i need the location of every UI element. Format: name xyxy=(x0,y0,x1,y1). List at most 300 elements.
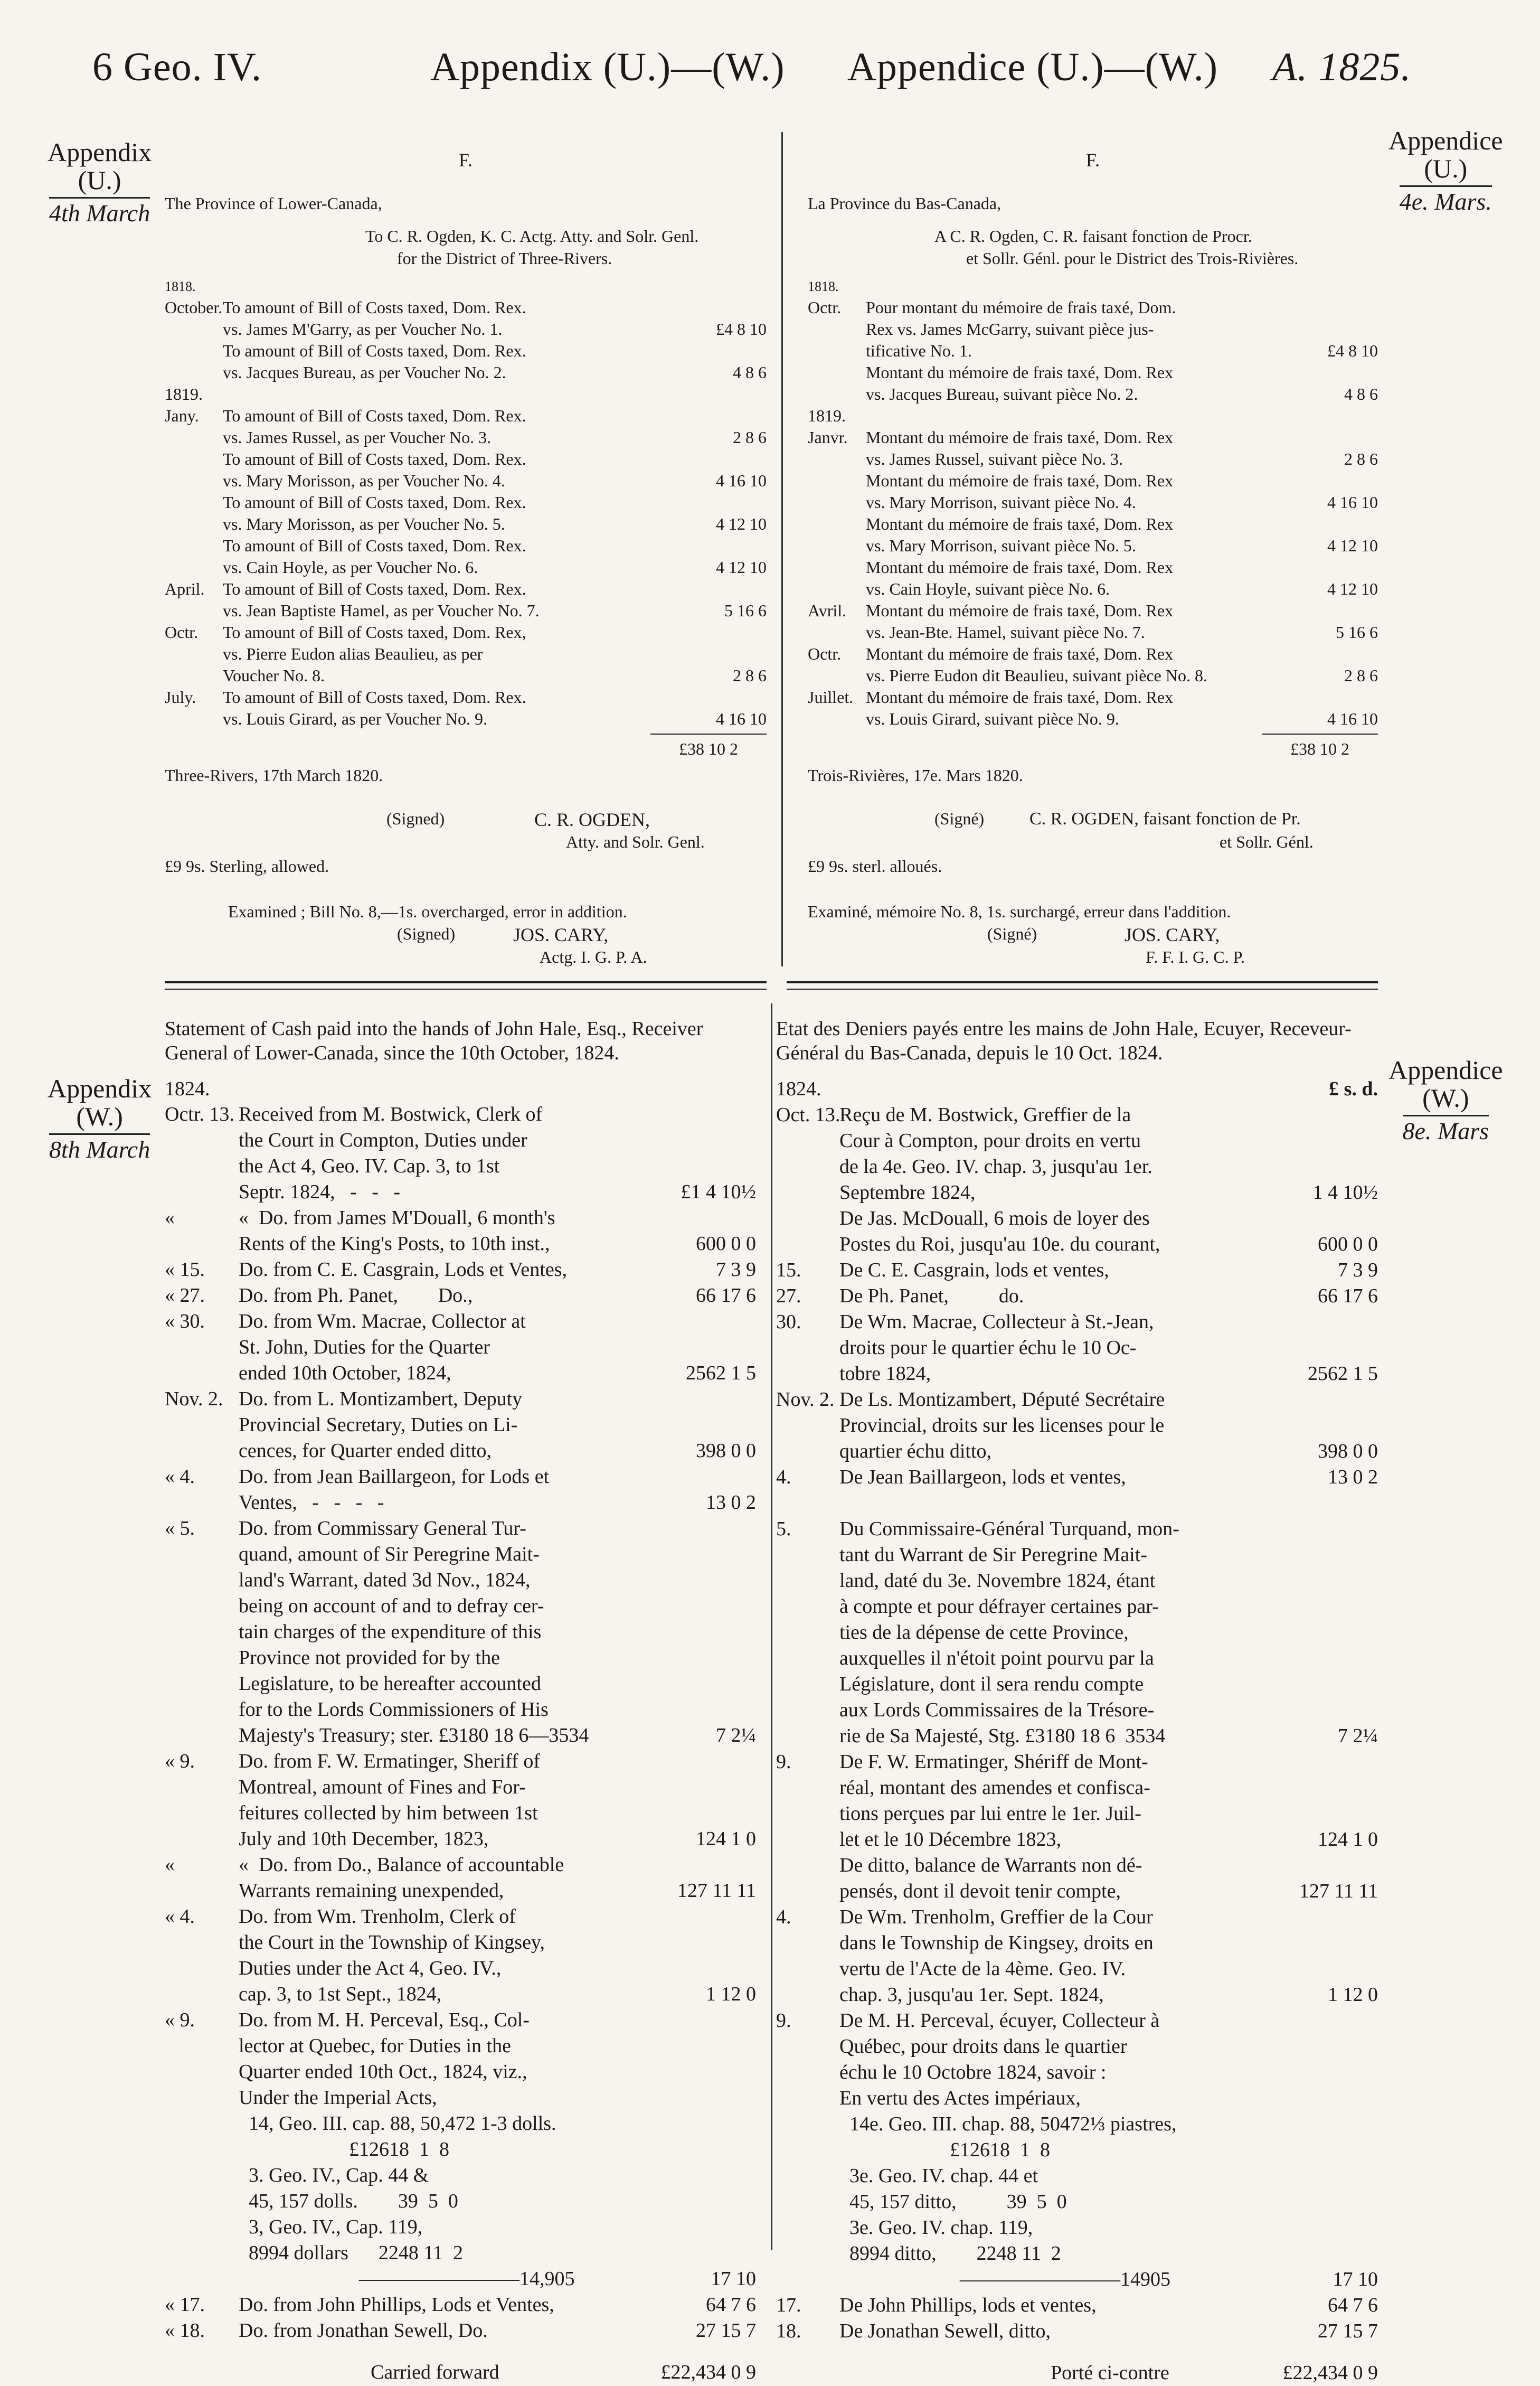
statement-line xyxy=(776,2241,1378,2267)
statement-line xyxy=(776,2215,1378,2241)
bill-line-amount: 2 8 6 xyxy=(1344,665,1378,685)
bill-examined-signed: (Signé) xyxy=(987,924,1037,944)
statement-line xyxy=(165,1542,756,1567)
statement-line-text: rie de Sa Majesté, Stg. £3180 18 6 3534 xyxy=(839,1724,1166,1747)
statement-line xyxy=(165,2240,756,2266)
bill-line-text: vs. James Russel, as per Voucher No. 3. xyxy=(223,427,492,447)
bill-line xyxy=(808,708,1378,729)
statement-line-text: échu le 10 Octobre 1824, savoir : xyxy=(839,2061,1107,2083)
bill-line-text: Montant du mémoire de frais taxé, Dom. Rex xyxy=(866,644,1174,663)
statement-line-text: the Court in Compton, Duties under xyxy=(239,1129,527,1152)
bill-line-amount: 4 12 10 xyxy=(716,514,767,533)
statement-line-text: Septr. 1824, - - - xyxy=(239,1181,401,1204)
statement-line xyxy=(165,1464,756,1490)
bill-line xyxy=(808,405,1378,426)
bill-line-amount: 4 16 10 xyxy=(716,471,767,490)
bill-line xyxy=(165,664,767,686)
statement-line xyxy=(165,2188,756,2214)
bill-line xyxy=(808,469,1378,491)
statement-title: Etat des Deniers payés entre les mains de John Hale, Ecuyer, Receveur-Général du Bas-Canada, depuis le 10 Oct. 1824. xyxy=(776,1018,1352,1065)
margin-label-top-right xyxy=(1388,127,1503,215)
statement-line xyxy=(776,1878,1378,1904)
statement-line xyxy=(776,2267,1378,2293)
statement-line-text: auxquelles il n'étoit point pourvu par la xyxy=(839,1647,1154,1669)
statement-line-text: Majesty's Treasury; ster. £3180 18 6—3534 xyxy=(239,1724,589,1747)
bill-examiner-title: Actg. I. G. P. A. xyxy=(540,947,647,967)
statement-line xyxy=(165,2111,756,2137)
bill-line xyxy=(165,578,767,599)
bill-addressee: A C. R. Ogden, C. R. faisant fonction de Procr. xyxy=(934,226,1252,246)
statement-line xyxy=(165,1619,756,1645)
statement-line-text: Rents of the King's Posts, to 10th inst., xyxy=(239,1233,550,1255)
statement-line-text: aux Lords Commissaires de la Trésore- xyxy=(839,1698,1155,1721)
statement-line-date: Nov. 2. xyxy=(165,1388,223,1411)
statement-line-text: ended 10th October, 1824, xyxy=(239,1362,451,1385)
bill-line xyxy=(808,318,1378,340)
bill-line-text: tificative No. 1. xyxy=(866,341,972,360)
statement-line-text: tant du Warrant de Sir Peregrine Mait- xyxy=(839,1543,1147,1566)
statement-line-text: Québec, pour droits dans le quartier xyxy=(839,2035,1127,2058)
bill-line-amount: £4 8 10 xyxy=(1327,341,1378,360)
statement-line-amount: 17 10 xyxy=(711,2268,756,2290)
statement-line xyxy=(165,1774,756,1800)
bill-line xyxy=(165,556,767,578)
statement-line-text: St. John, Duties for the Quarter xyxy=(239,1336,490,1359)
statement-line-amount: 66 17 6 xyxy=(696,1284,756,1307)
header-reign: 6 Geo. IV. xyxy=(92,45,262,89)
statement-line-text: ties de la dépense de cette Province, xyxy=(839,1621,1129,1643)
statement-line-text: Do. from L. Montizambert, Deputy xyxy=(239,1388,523,1411)
statement-line xyxy=(776,1516,1378,1542)
statement-line xyxy=(165,1697,756,1723)
statement-line-text: 3, Geo. IV., Cap. 119, xyxy=(239,2216,423,2239)
bill-line-amount: 4 16 10 xyxy=(1327,709,1378,728)
margin-date: 4e. Mars. xyxy=(1400,185,1492,214)
bill-examiner-title: F. F. I. G. C. P. xyxy=(1146,947,1245,967)
statement-line-date: 17. xyxy=(776,2294,801,2316)
margin-appendix-letter: (W.) xyxy=(76,1101,123,1131)
statement-line-text: Do. from Ph. Panet, Do., xyxy=(239,1284,473,1307)
statement-line-date: « 4. xyxy=(165,1466,195,1488)
statement-line-text: tions perçues par lui entre le 1er. Juil- xyxy=(839,1802,1141,1825)
statement-line xyxy=(165,2292,756,2318)
bill-line-date: April. xyxy=(165,579,205,598)
bill-line-text: vs. Cain Hoyle, as per Voucher No. 6. xyxy=(223,557,478,577)
statement-line-date: 18. xyxy=(776,2319,801,2342)
statement-line xyxy=(776,1853,1378,1878)
statement-line-text: ————————14,905 xyxy=(239,2268,575,2290)
statement-line-text: pensés, dont il devoit tenir compte, xyxy=(839,1880,1121,1902)
statement-line-text: the Court in the Township of Kingsey, xyxy=(239,1931,545,1954)
carried-forward-label: Carried forward xyxy=(371,2361,499,2384)
bill-line-amount: 4 8 6 xyxy=(1344,384,1378,403)
bill-line-text: vs. Mary Morisson, as per Voucher No. 4. xyxy=(223,471,505,490)
statement-line xyxy=(776,1775,1378,1801)
bill-line xyxy=(808,448,1378,469)
statement-line-date: « xyxy=(165,1207,175,1229)
bill-line-date: Avril. xyxy=(808,600,847,620)
statement-line xyxy=(776,1206,1378,1232)
bill-place-date: Trois-Rivières, 17e. Mars 1820. xyxy=(808,765,1023,785)
statement-line xyxy=(165,1645,756,1671)
statement-line-text: De Wm. Macrae, Collecteur à St.-Jean, xyxy=(839,1310,1154,1333)
statement-line-amount: 7 2¼ xyxy=(1338,1724,1378,1747)
statement-line xyxy=(165,1335,756,1360)
bill-province: La Province du Bas-Canada, xyxy=(808,193,1002,213)
bill-line-text: vs. Jean-Bte. Hamel, suivant pièce No. 7. xyxy=(866,622,1145,642)
statement-line xyxy=(776,1335,1378,1361)
margin-label-top-left xyxy=(48,138,152,227)
carried-forward-label: Porté ci-contre xyxy=(1051,2361,1169,2384)
carried-forward-row xyxy=(776,2360,1378,2386)
statement-line-amount: 66 17 6 xyxy=(1318,1284,1378,1307)
bill-examiner: JOS. CARY, xyxy=(1125,924,1220,946)
bill-line-text: vs. Jacques Bureau, as per Voucher No. 2. xyxy=(223,362,506,382)
statement-line-text: De C. E. Casgrain, lods et ventes, xyxy=(839,1258,1109,1281)
statement-line xyxy=(776,2189,1378,2215)
bill-line xyxy=(165,318,767,340)
statement-line-amount: 124 1 0 xyxy=(1318,1828,1378,1850)
statement-line-text: vertu de l'Acte de la 4ème. Geo. IV. xyxy=(839,1957,1126,1980)
statement-line-text: « Do. from James M'Douall, 6 month's xyxy=(239,1207,555,1229)
statement-line-date: Octr. 13. xyxy=(165,1103,234,1126)
statement-line-amount: 13 0 2 xyxy=(706,1491,756,1514)
statement-line-date: « 27. xyxy=(165,1284,205,1307)
statement-line xyxy=(776,1827,1378,1853)
bill-line-text: Montant du mémoire de frais taxé, Dom. Rex xyxy=(866,557,1174,577)
statement-line-text: De John Phillips, lods et ventes, xyxy=(839,2294,1097,2316)
statement-line-text: Reçu de M. Bostwick, Greffier de la xyxy=(839,1103,1131,1126)
statement-line xyxy=(776,1723,1378,1749)
statement-line-text: Quarter ended 10th Oct., 1824, viz., xyxy=(239,2061,527,2083)
section-rule-left xyxy=(165,981,767,990)
bill-line xyxy=(165,296,767,318)
statement-line xyxy=(165,2266,756,2292)
statement-line-date: 30. xyxy=(776,1310,801,1333)
bill-line xyxy=(165,405,767,426)
bill-line-date: 1819. xyxy=(165,384,203,403)
statement-line-text: Septembre 1824, xyxy=(839,1181,976,1204)
statement-line-text: droits pour le quartier échu le 10 Oc- xyxy=(839,1336,1137,1359)
statement-line-text: ————————14905 xyxy=(839,2268,1170,2290)
bill-line-amount: 4 12 10 xyxy=(716,557,767,577)
statement-line-amount: 27 15 7 xyxy=(696,2319,756,2342)
statement-lines xyxy=(776,1102,1378,2344)
bill-year: 1818. xyxy=(165,279,196,295)
bill-line xyxy=(165,426,767,448)
bill-signer-title: Atty. and Solr. Genl. xyxy=(566,832,705,851)
bill-examined: Examined ; Bill No. 8,—1s. overcharged, error in addition. xyxy=(228,902,627,921)
bill-line xyxy=(808,643,1378,664)
statement-line-text: De Jas. McDouall, 6 mois de loyer des xyxy=(839,1207,1150,1229)
statement-line-amount: 398 0 0 xyxy=(1318,1440,1378,1462)
bill-addressee: To C. R. Ogden, K. C. Actg. Atty. and Solr. Genl. xyxy=(365,226,699,246)
statement-line xyxy=(776,1697,1378,1723)
bill-line-amount: 4 12 10 xyxy=(1327,536,1378,555)
bill-place-date: Three-Rivers, 17th March 1820. xyxy=(165,765,383,785)
statement-line-date: 27. xyxy=(776,1284,801,1307)
statement-line-text: Do. from F. W. Ermatinger, Sheriff of xyxy=(239,1750,540,1773)
statement-line-text: Do. from Wm. Macrae, Collector at xyxy=(239,1310,526,1333)
margin-label-bottom-left xyxy=(48,1075,152,1163)
bill-signed-note: (Signé) xyxy=(934,809,985,828)
statement-line xyxy=(165,1593,756,1619)
statement-line xyxy=(776,1283,1378,1309)
margin-appendix-letter: (U.) xyxy=(78,165,121,195)
statement-line-text: dans le Township de Kingsey, droits en xyxy=(839,1931,1154,1954)
statement-line-text: Legislature, to be hereafter accounted xyxy=(239,1673,541,1695)
statement-line xyxy=(776,2318,1378,2344)
bill-letter: F. xyxy=(1085,149,1100,171)
statement-line-amount: 27 15 7 xyxy=(1318,2319,1378,2342)
bill-line xyxy=(808,491,1378,513)
statement-line-date: « 9. xyxy=(165,1750,195,1773)
bill-signature-block xyxy=(808,807,1378,855)
statement-line-text: tobre 1824, xyxy=(839,1362,931,1385)
margin-label-bottom-right xyxy=(1388,1056,1503,1144)
margin-appendix: Appendix xyxy=(48,137,152,167)
bill-line xyxy=(165,340,767,361)
statement-line-amount: 13 0 2 xyxy=(1328,1466,1378,1488)
statement-line-amount: 127 11 11 xyxy=(677,1880,756,1902)
currency-heading: £ s. d. xyxy=(1329,1077,1378,1100)
statement-line xyxy=(776,1154,1378,1180)
bill-line-text: vs. Louis Girard, suivant pièce No. 9. xyxy=(866,709,1119,728)
statement-line-amount: 124 1 0 xyxy=(696,1828,756,1850)
bill-line-text: vs. Jean Baptiste Hamel, as per Voucher No. 7. xyxy=(223,600,540,620)
statement-line-text: De Ls. Montizambert, Député Secrétaire xyxy=(839,1388,1165,1411)
bill-line xyxy=(165,599,767,621)
bill-line-text: vs. Mary Morrison, suivant pièce No. 5. xyxy=(866,536,1136,555)
statement-line-text: Montreal, amount of Fines and For- xyxy=(239,1776,526,1799)
bill-line-text: Montant du mémoire de frais taxé, Dom. Rex xyxy=(866,687,1174,707)
statement-line-text: Duties under the Act 4, Geo. IV., xyxy=(239,1957,502,1980)
statement-line xyxy=(776,2163,1378,2189)
column-divider-bottom xyxy=(771,1003,772,2250)
margin-appendix: Appendice xyxy=(1388,1055,1503,1085)
statement-line-text: cap. 3, to 1st Sept., 1824, xyxy=(239,1983,442,2006)
bill-signer: C. R. OGDEN, xyxy=(534,809,650,830)
statement-line-text: de la 4e. Geo. IV. chap. 3, jusqu'au 1er. xyxy=(839,1155,1152,1178)
bill-examined-signed: (Signed) xyxy=(397,924,456,944)
bill-line xyxy=(808,664,1378,686)
statement-line xyxy=(776,1542,1378,1568)
margin-appendix: Appendix xyxy=(48,1074,152,1103)
statement-line-text: De F. W. Ermatinger, Shériff de Mont- xyxy=(839,1750,1148,1773)
bill-lines xyxy=(165,296,767,729)
bill-line-amount: 4 16 10 xyxy=(716,709,767,728)
statement-line xyxy=(776,1568,1378,1594)
bill-allowed: £9 9s. sterl. alloués. xyxy=(808,856,942,876)
statement-line xyxy=(165,2137,756,2163)
statement-line-amount: 600 0 0 xyxy=(1318,1233,1378,1255)
statement-line-date: « 15. xyxy=(165,1258,205,1281)
statement-line-text: 3. Geo. IV., Cap. 44 & xyxy=(239,2164,429,2187)
statement-line xyxy=(776,2060,1378,2086)
statement-line-amount: 600 0 0 xyxy=(696,1233,756,1255)
carried-forward-value: £22,434 0 9 xyxy=(660,2361,756,2384)
statement-line xyxy=(165,1981,756,2007)
bill-line-date: Jany. xyxy=(165,406,199,425)
margin-appendix: Appendice xyxy=(1388,126,1503,155)
statement-line-date: « 30. xyxy=(165,1310,205,1333)
statement-line-amount: 2562 1 5 xyxy=(1308,1362,1378,1385)
carried-forward-row xyxy=(165,2360,756,2385)
statement-line xyxy=(776,1801,1378,1827)
bill-line xyxy=(165,469,767,491)
statement-line xyxy=(776,1180,1378,1206)
statement-line-date: « 17. xyxy=(165,2294,205,2316)
margin-appendix-letter: (W.) xyxy=(1422,1083,1469,1113)
header-title-en: Appendix (U.)—(W.) xyxy=(430,45,785,89)
statement-line xyxy=(165,1956,756,1981)
statement-line xyxy=(776,2293,1378,2318)
bill-line-text: Montant du mémoire de frais taxé, Dom. Rex xyxy=(866,471,1174,490)
statement-line xyxy=(776,1464,1378,1490)
bill-line-text: vs. Louis Girard, as per Voucher No. 9. xyxy=(223,709,487,728)
statement-line xyxy=(165,1283,756,1309)
statement-line xyxy=(165,1205,756,1231)
bill-line xyxy=(808,686,1378,708)
statement-line-text: Do. from Commissary General Tur- xyxy=(239,1517,526,1540)
statement-line xyxy=(165,2318,756,2344)
statement-line-text: July and 10th December, 1823, xyxy=(239,1828,489,1850)
statement-line xyxy=(776,1439,1378,1464)
bill-line xyxy=(808,556,1378,578)
margin-date: 4th March xyxy=(49,197,150,226)
statement-line-amount: 1 12 0 xyxy=(706,1983,756,2006)
statement-line-text: De Ph. Panet, do. xyxy=(839,1284,1024,1307)
statement-line-text: Postes du Roi, jusqu'au 10e. du courant, xyxy=(839,1233,1160,1255)
bill-signature-block xyxy=(165,807,767,855)
statement-line xyxy=(165,1904,756,1930)
statement-line-text: quartier échu ditto, xyxy=(839,1440,992,1462)
statement-line-text: tain charges of the expenditure of this xyxy=(239,1621,542,1643)
bill-line-text: Rex vs. James McGarry, suivant pièce jus- xyxy=(866,319,1154,339)
statement-line-text: En vertu des Actes impériaux, xyxy=(839,2087,1081,2109)
bill-signed-note: (Signed) xyxy=(386,809,445,828)
bill-line xyxy=(808,296,1378,318)
statement-line xyxy=(776,2111,1378,2137)
bill-line xyxy=(165,448,767,469)
statement-line xyxy=(776,1232,1378,1257)
bill-line-amount: 4 16 10 xyxy=(1327,492,1378,512)
statement-line-text: Provincial, droits sur les licenses pour le xyxy=(839,1414,1165,1436)
section-rule-right xyxy=(787,981,1378,990)
bill-line xyxy=(808,513,1378,534)
bill-line xyxy=(165,686,767,708)
statement-line xyxy=(776,1361,1378,1387)
bill-line xyxy=(808,578,1378,599)
statement-line-text: land's Warrant, dated 3d Nov., 1824, xyxy=(239,1569,531,1592)
statement-line-amount: 398 0 0 xyxy=(696,1440,756,1462)
bill-lines xyxy=(808,296,1378,729)
bill-line-date: Octr. xyxy=(808,644,842,663)
bill-total-row xyxy=(165,734,767,758)
statement-line-text: « Do. from Do., Balance of accountable xyxy=(239,1854,564,1876)
bill-line-text: To amount of Bill of Costs taxed, Dom. Rex. xyxy=(223,341,526,360)
statement-line-text: the Act 4, Geo. IV. Cap. 3, to 1st xyxy=(239,1155,500,1178)
statement-line xyxy=(776,2008,1378,2034)
statement-line-amount: 64 7 6 xyxy=(706,2294,756,2316)
bill-line-text: Montant du mémoire de frais taxé, Dom. Rex xyxy=(866,427,1174,447)
bill-line-text: Pour montant du mémoire de frais taxé, Dom. xyxy=(866,297,1176,317)
statement-line xyxy=(776,1490,1378,1516)
bill-line-text: Montant du mémoire de frais taxé, Dom. Rex xyxy=(866,514,1174,533)
statement-line-date: 4. xyxy=(776,1905,791,1928)
statement-line xyxy=(165,1412,756,1438)
bill-line-text: To amount of Bill of Costs taxed, Dom. Rex, xyxy=(223,622,526,642)
statement-line-text: Provincial Secretary, Duties on Li- xyxy=(239,1414,518,1436)
bill-line-date: October. xyxy=(165,297,223,317)
statement-line xyxy=(165,1438,756,1464)
statement-line-text: De M. H. Perceval, écuyer, Collecteur à xyxy=(839,2009,1160,2032)
statement-line xyxy=(165,1878,756,1904)
bill-line xyxy=(165,361,767,383)
statement-year-row xyxy=(776,1076,1378,1102)
bill-line xyxy=(808,426,1378,448)
statement-english xyxy=(165,1017,756,2385)
bill-line-amount: £4 8 10 xyxy=(716,319,767,339)
statement-line xyxy=(776,2137,1378,2163)
statement-line xyxy=(165,2085,756,2111)
statement-line-text: 8994 ditto, 2248 11 2 xyxy=(839,2242,1061,2265)
bill-total-row xyxy=(808,734,1378,758)
statement-line xyxy=(776,1387,1378,1413)
statement-line-text: De Jean Baillargeon, lods et ventes, xyxy=(839,1466,1126,1488)
bill-line-text: Montant du mémoire de frais taxé, Dom. Rex xyxy=(866,600,1174,620)
statement-line-text: £12618 1 8 xyxy=(239,2138,449,2161)
statement-line xyxy=(165,1800,756,1826)
statement-line xyxy=(776,1749,1378,1775)
statement-line xyxy=(165,1852,756,1878)
statement-line xyxy=(165,1490,756,1516)
statement-line xyxy=(165,1360,756,1386)
statement-line-date: Nov. 2. xyxy=(776,1388,835,1411)
statement-line xyxy=(165,1516,756,1542)
statement-line xyxy=(165,1128,756,1153)
statement-line-text: De ditto, balance de Warrants non dé- xyxy=(839,1854,1142,1876)
statement-line-text: réal, montant des amendes et confisca- xyxy=(839,1776,1150,1799)
statement-line-amount: 127 11 11 xyxy=(1299,1880,1378,1902)
statement-line-text: being on account of and to defray cer- xyxy=(239,1595,544,1618)
bill-province: The Province of Lower-Canada, xyxy=(165,193,382,213)
statement-line-amount: 1 12 0 xyxy=(1328,1983,1378,2006)
statement-line xyxy=(776,1128,1378,1154)
statement-year: 1824. xyxy=(776,1077,821,1100)
bill-examiner-block xyxy=(808,923,1378,970)
statement-line-text: à compte et pour défrayer certaines par- xyxy=(839,1595,1159,1618)
statement-line-text: 45, 157 ditto, 39 5 0 xyxy=(839,2190,1067,2213)
statement-line-date: « xyxy=(165,1854,175,1876)
bill-line xyxy=(165,513,767,534)
statement-line-text: De Wm. Trenholm, Greffier de la Cour xyxy=(839,1905,1153,1928)
bill-line-date: Janvr. xyxy=(808,427,848,447)
bill-signer: C. R. OGDEN, faisant fonction de Pr. xyxy=(1029,809,1301,829)
statement-line xyxy=(165,2033,756,2059)
statement-line-amount: 7 3 9 xyxy=(1338,1258,1378,1281)
statement-line xyxy=(165,1723,756,1749)
bill-line xyxy=(165,708,767,729)
bill-line-text: vs. James Russel, suivant pièce No. 3. xyxy=(866,449,1123,468)
statement-line-date: 9. xyxy=(776,1750,791,1773)
statement-line xyxy=(776,1309,1378,1335)
statement-line xyxy=(776,1102,1378,1128)
statement-line-date: « 5. xyxy=(165,1517,195,1540)
statement-line-amount: £1 4 10½ xyxy=(681,1181,756,1204)
statement-line xyxy=(165,1231,756,1257)
statement-line-date: « 9. xyxy=(165,2009,195,2032)
